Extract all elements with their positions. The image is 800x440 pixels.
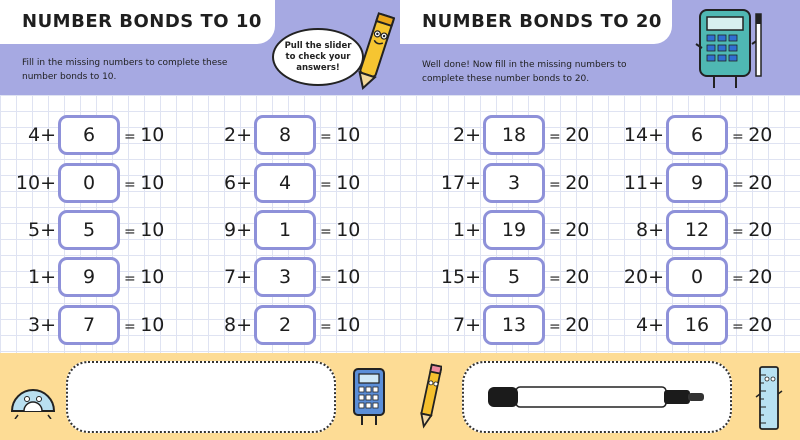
sum-value: 10 (140, 219, 165, 241)
answer-box[interactable]: 19 (483, 210, 545, 250)
addend: 4+ (635, 314, 664, 336)
addend: 9+ (223, 219, 252, 241)
addend: 8+ (635, 219, 664, 241)
instructions-text: Well done! Now fill in the missing numbers to complete these number bonds to 20. (422, 60, 627, 84)
calculator-icon (350, 367, 388, 429)
sum-value: 20 (565, 314, 590, 336)
addend: 20+ (623, 266, 664, 288)
calculator-character-icon (688, 4, 772, 94)
answer-box[interactable]: 6 (666, 115, 728, 155)
addend: 11+ (623, 172, 664, 194)
equation-row: 8+ 12 = 20 (608, 210, 772, 250)
sum-value: 20 (748, 124, 773, 146)
addend: 2+ (223, 124, 252, 146)
addend: 1+ (27, 266, 56, 288)
addend: 7+ (452, 314, 481, 336)
equation-row: 3+ 7 = 10 (0, 305, 164, 345)
right-page (400, 0, 800, 440)
equation-row: 20+ 0 = 20 (608, 257, 772, 297)
equation-row: 4+ 6 = 10 (0, 115, 164, 155)
sum-value: 10 (336, 266, 361, 288)
sum-value: 20 (565, 219, 590, 241)
equation-row: 5+ 5 = 10 (0, 210, 164, 250)
answer-box[interactable]: 13 (483, 305, 545, 345)
sum-value: 20 (565, 172, 590, 194)
equation-row: 1+ 9 = 10 (0, 257, 164, 297)
equation-row: 2+ 18 = 20 (400, 115, 589, 155)
page-title: NUMBER BONDS TO 10 (22, 11, 262, 32)
equation-row: 9+ 1 = 10 (196, 210, 360, 250)
answer-box[interactable]: 16 (666, 305, 728, 345)
answer-box[interactable]: 4 (254, 163, 316, 203)
equation-row: 7+ 3 = 10 (196, 257, 360, 297)
equation-row: 7+ 13 = 20 (400, 305, 589, 345)
answer-box[interactable]: 9 (58, 257, 120, 297)
equation-row: 10+ 0 = 10 (0, 163, 164, 203)
answer-slider-slot[interactable] (66, 361, 336, 433)
answer-box[interactable]: 3 (254, 257, 316, 297)
sum-value: 20 (748, 314, 773, 336)
sum-value: 10 (140, 314, 165, 336)
answer-box[interactable]: 3 (483, 163, 545, 203)
equation-row: 4+ 16 = 20 (608, 305, 772, 345)
sum-value: 10 (336, 314, 361, 336)
answer-box[interactable]: 5 (58, 210, 120, 250)
equation-row: 6+ 4 = 10 (196, 163, 360, 203)
addend: 4+ (27, 124, 56, 146)
page-title: NUMBER BONDS TO 20 (422, 11, 662, 32)
addend: 10+ (15, 172, 56, 194)
sum-value: 20 (748, 172, 773, 194)
addend: 14+ (623, 124, 664, 146)
addend: 2+ (452, 124, 481, 146)
addend: 8+ (223, 314, 252, 336)
answer-box[interactable]: 18 (483, 115, 545, 155)
equation-row: 1+ 19 = 20 (400, 210, 589, 250)
addend: 5+ (27, 219, 56, 241)
answer-box[interactable]: 2 (254, 305, 316, 345)
sum-value: 20 (748, 219, 773, 241)
addend: 1+ (452, 219, 481, 241)
addend: 6+ (223, 172, 252, 194)
equation-row: 2+ 8 = 10 (196, 115, 360, 155)
sum-value: 10 (140, 172, 165, 194)
equation-row: 14+ 6 = 20 (608, 115, 772, 155)
bottom-tray (0, 353, 400, 440)
ruler-icon (752, 361, 788, 435)
sum-value: 10 (336, 124, 361, 146)
answer-box[interactable]: 12 (666, 210, 728, 250)
answer-box[interactable]: 7 (58, 305, 120, 345)
marker-pen-icon[interactable] (488, 383, 708, 411)
speech-bubble: Pull the slider to check your answers! (272, 28, 364, 86)
equation-row: 15+ 5 = 20 (400, 257, 589, 297)
equation-row: 17+ 3 = 20 (400, 163, 589, 203)
answer-box[interactable]: 1 (254, 210, 316, 250)
sum-value: 20 (565, 266, 590, 288)
addend: 15+ (440, 266, 481, 288)
addend: 3+ (27, 314, 56, 336)
sum-value: 10 (140, 266, 165, 288)
answer-box[interactable]: 0 (58, 163, 120, 203)
bottom-tray (400, 353, 800, 440)
equation-row: 8+ 2 = 10 (196, 305, 360, 345)
answer-box[interactable]: 0 (666, 257, 728, 297)
equation-row: 11+ 9 = 20 (608, 163, 772, 203)
answer-box[interactable]: 6 (58, 115, 120, 155)
sum-value: 10 (336, 172, 361, 194)
addend: 7+ (223, 266, 252, 288)
protractor-icon (8, 375, 58, 419)
sum-value: 10 (140, 124, 165, 146)
sum-value: 20 (748, 266, 773, 288)
answer-box[interactable]: 8 (254, 115, 316, 155)
addend: 17+ (440, 172, 481, 194)
answer-box[interactable]: 9 (666, 163, 728, 203)
pencil-icon (418, 361, 442, 433)
instructions-text: Fill in the missing numbers to complete these number bonds to 10. (22, 58, 228, 82)
sum-value: 20 (565, 124, 590, 146)
answer-box[interactable]: 5 (483, 257, 545, 297)
sum-value: 10 (336, 219, 361, 241)
